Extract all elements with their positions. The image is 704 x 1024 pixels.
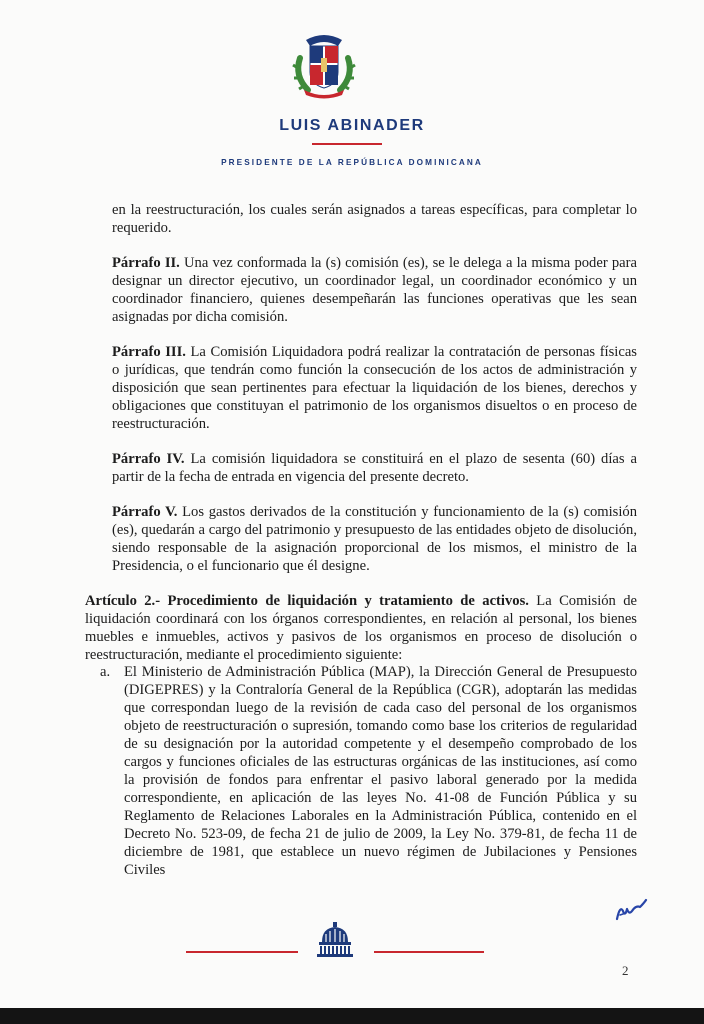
header-name: LUIS ABINADER (279, 117, 425, 134)
article-text: La Comisión de liquidación coordinará con los órganos correspondientes, en relación al personal, los bienes muebles e inmuebles, activos y pasivos de los organismos en proceso de disolución o reestructuración, mediante el procedimiento siguiente: (85, 593, 637, 663)
paragraph-text: en la reestructuración, los cuales serán asignados a tareas específicas, para completar lo requerido. (112, 202, 637, 236)
dome-logo-icon (314, 920, 356, 958)
list-marker: a. (100, 664, 111, 680)
list-item (100, 663, 637, 879)
footer-divider-right (374, 951, 484, 953)
paragraph-text: Los gastos derivados de la constitución y funcionamiento de la (s) comisión (es), quedarán a cargo del patrimonio y presupuesto de las entidades objeto de disolución, siendo responsable de la asignación proporcional de los mismos, el ministro de la Presidencia, o el funcionario que él designe. (112, 504, 637, 574)
paragraph-text: La comisión liquidadora se constituirá en el plazo de sesenta (60) días a partir de la fecha de entrada en vigencia del presente decreto. (112, 451, 637, 485)
paragraph-label: Párrafo IV. (112, 451, 185, 467)
paragraph-text: La Comisión Liquidadora podrá realizar la contratación de personas físicas o jurídicas, que tendrán como función la consecución de los actos de administración y disposición que sean pertinentes para efectuar la liquidación de los bienes, derechos y obligaciones que constituyan el patrimonio de los organismos disueltos o en proceso de reestructuración. (112, 344, 637, 432)
list-item-text: El Ministerio de Administración Pública (MAP), la Dirección General de Presupuesto (DIGEPRES) y la Contraloría General de la República (CGR), adoptarán las medidas que correspondan luego de la revisión de cada caso del personal de los organismos objeto de reestructuración o supresión, tomando como base los criterios de regularidad de su designación por la autoridad competente y el desempeño comprobado de los cargos y funciones oficiales de las estructuras orgánicas de las instituciones, así como la provisión de fondos para enfrentar el pasivo laboral generado por la medida correspondiente, en aplicación de las leyes No. 41-08 de Función Pública y su Reglamento de Relaciones Laborales en la Administración Pública, contenido en el Decreto No. 523-09, de fecha 21 de julio de 2009, la Ley No. 379-81, de fecha 11 de diciembre de 1981, que establece un nuevo régimen de Jubilaciones y Pensiones Civiles (124, 664, 637, 878)
header-title: PRESIDENTE DE LA REPÚBLICA DOMINICANA (221, 158, 483, 167)
paragraph-label: Párrafo III. (112, 344, 186, 360)
footer-divider-left (186, 951, 298, 953)
document-body (85, 201, 637, 681)
paragraph-iii (85, 343, 637, 433)
signature-icon (614, 897, 648, 923)
page-number: 2 (622, 963, 629, 978)
header-divider (312, 143, 382, 145)
article-2 (85, 592, 637, 664)
bottom-edge (0, 1008, 704, 1024)
paragraph-label: Párrafo II. (112, 255, 180, 271)
paragraph-iv (85, 450, 637, 486)
paragraph-label: Párrafo V. (112, 504, 178, 520)
coat-of-arms-icon (286, 28, 362, 100)
paragraph-ii (85, 254, 637, 326)
paragraph-text: Una vez conformada la (s) comisión (es), se le delega a la misma poder para designar un director ejecutivo, un coordinador legal, un coordinador económico y un coordinador financiero, quienes desempeñarán las funciones operativas que les sean asignadas por dicha comisión. (112, 255, 637, 325)
paragraph-v (85, 503, 637, 575)
article-label: Artículo 2.- Procedimiento de liquidación y tratamiento de activos. (85, 593, 529, 609)
paragraph-continuation (85, 201, 637, 237)
